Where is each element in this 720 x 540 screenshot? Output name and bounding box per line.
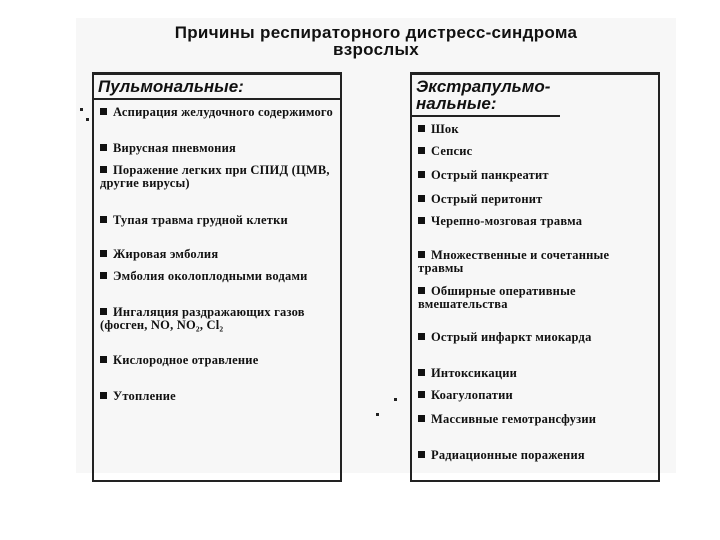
bullet-icon [418, 391, 425, 398]
item-text: Аспирация желудочного содержимого [113, 105, 333, 119]
bullet-icon [418, 171, 425, 178]
list-item [100, 214, 338, 227]
item-text: Острый инфаркт миокарда [431, 330, 592, 344]
list-item [418, 169, 656, 182]
list-item [418, 123, 656, 136]
item-text: Жировая эмболия [113, 247, 219, 261]
list-item [418, 249, 656, 275]
scan-speck [394, 398, 397, 401]
pulmonary-column [92, 72, 342, 482]
bullet-icon [100, 144, 107, 151]
bullet-icon [100, 308, 107, 315]
bullet-icon [100, 216, 107, 223]
item-text: Шок [431, 122, 459, 136]
list-item [100, 164, 338, 190]
list-item [100, 248, 338, 261]
bullet-icon [418, 451, 425, 458]
list-item [100, 354, 338, 367]
list-item [100, 106, 338, 119]
list-item [418, 215, 656, 228]
item-text: Интоксикации [431, 366, 518, 380]
list-item [418, 449, 656, 462]
bullet-icon [100, 108, 107, 115]
list-item [100, 142, 338, 155]
bullet-icon [100, 250, 107, 257]
item-text: Ингаляция раздражающих газов (фосген, NO, NO₂, Cl₂ [100, 305, 305, 332]
extrapulmonary-column [410, 72, 660, 482]
item-text: Черепно-мозговая травма [431, 214, 583, 228]
pulmonary-heading: Пульмональные: [94, 75, 340, 100]
bullet-icon [418, 125, 425, 132]
scanned-document [76, 18, 676, 473]
item-text: Коагулопатии [431, 388, 513, 402]
extrapulmonary-heading: Экстрапульмо-нальные: [412, 75, 560, 117]
bullet-icon [418, 147, 425, 154]
bullet-icon [100, 166, 107, 173]
item-text: Острый перитонит [431, 192, 543, 206]
item-text: Вирусная пневмония [113, 141, 236, 155]
item-text: Обширные оперативные вмешательства [418, 284, 576, 311]
bullet-icon [100, 272, 107, 279]
bullet-icon [418, 415, 425, 422]
item-text: Множественные и сочетанные травмы [418, 248, 610, 275]
bullet-icon [418, 251, 425, 258]
bullet-icon [418, 369, 425, 376]
bullet-icon [418, 195, 425, 202]
list-item [100, 270, 338, 283]
item-text: Тупая травма грудной клетки [113, 213, 288, 227]
list-item [418, 413, 656, 426]
list-item [418, 193, 656, 206]
list-item [418, 331, 656, 344]
item-text: Эмболия околоплодными водами [113, 269, 308, 283]
scan-speck [376, 413, 379, 416]
list-item [418, 389, 656, 402]
item-text: Массивные гемотрансфузии [431, 412, 597, 426]
item-text: Острый панкреатит [431, 168, 549, 182]
list-item [100, 390, 338, 403]
list-item [418, 285, 656, 311]
page-title: Причины респираторного дистресс-синдрома взрослых [174, 23, 578, 59]
list-item [418, 145, 656, 158]
bullet-icon [100, 392, 107, 399]
item-text: Радиационные поражения [431, 448, 585, 462]
bullet-icon [418, 217, 425, 224]
item-text: Кислородное отравление [113, 353, 259, 367]
list-item [100, 306, 338, 332]
bullet-icon [100, 356, 107, 363]
item-text: Сепсис [431, 144, 473, 158]
bullet-icon [418, 333, 425, 340]
list-item [418, 367, 656, 380]
item-text: Поражение легких при СПИД (ЦМВ, другие вирусы) [100, 163, 330, 190]
bullet-icon [418, 287, 425, 294]
scan-speck [86, 118, 89, 121]
item-text: Утопление [113, 389, 176, 403]
scan-speck [80, 108, 83, 111]
